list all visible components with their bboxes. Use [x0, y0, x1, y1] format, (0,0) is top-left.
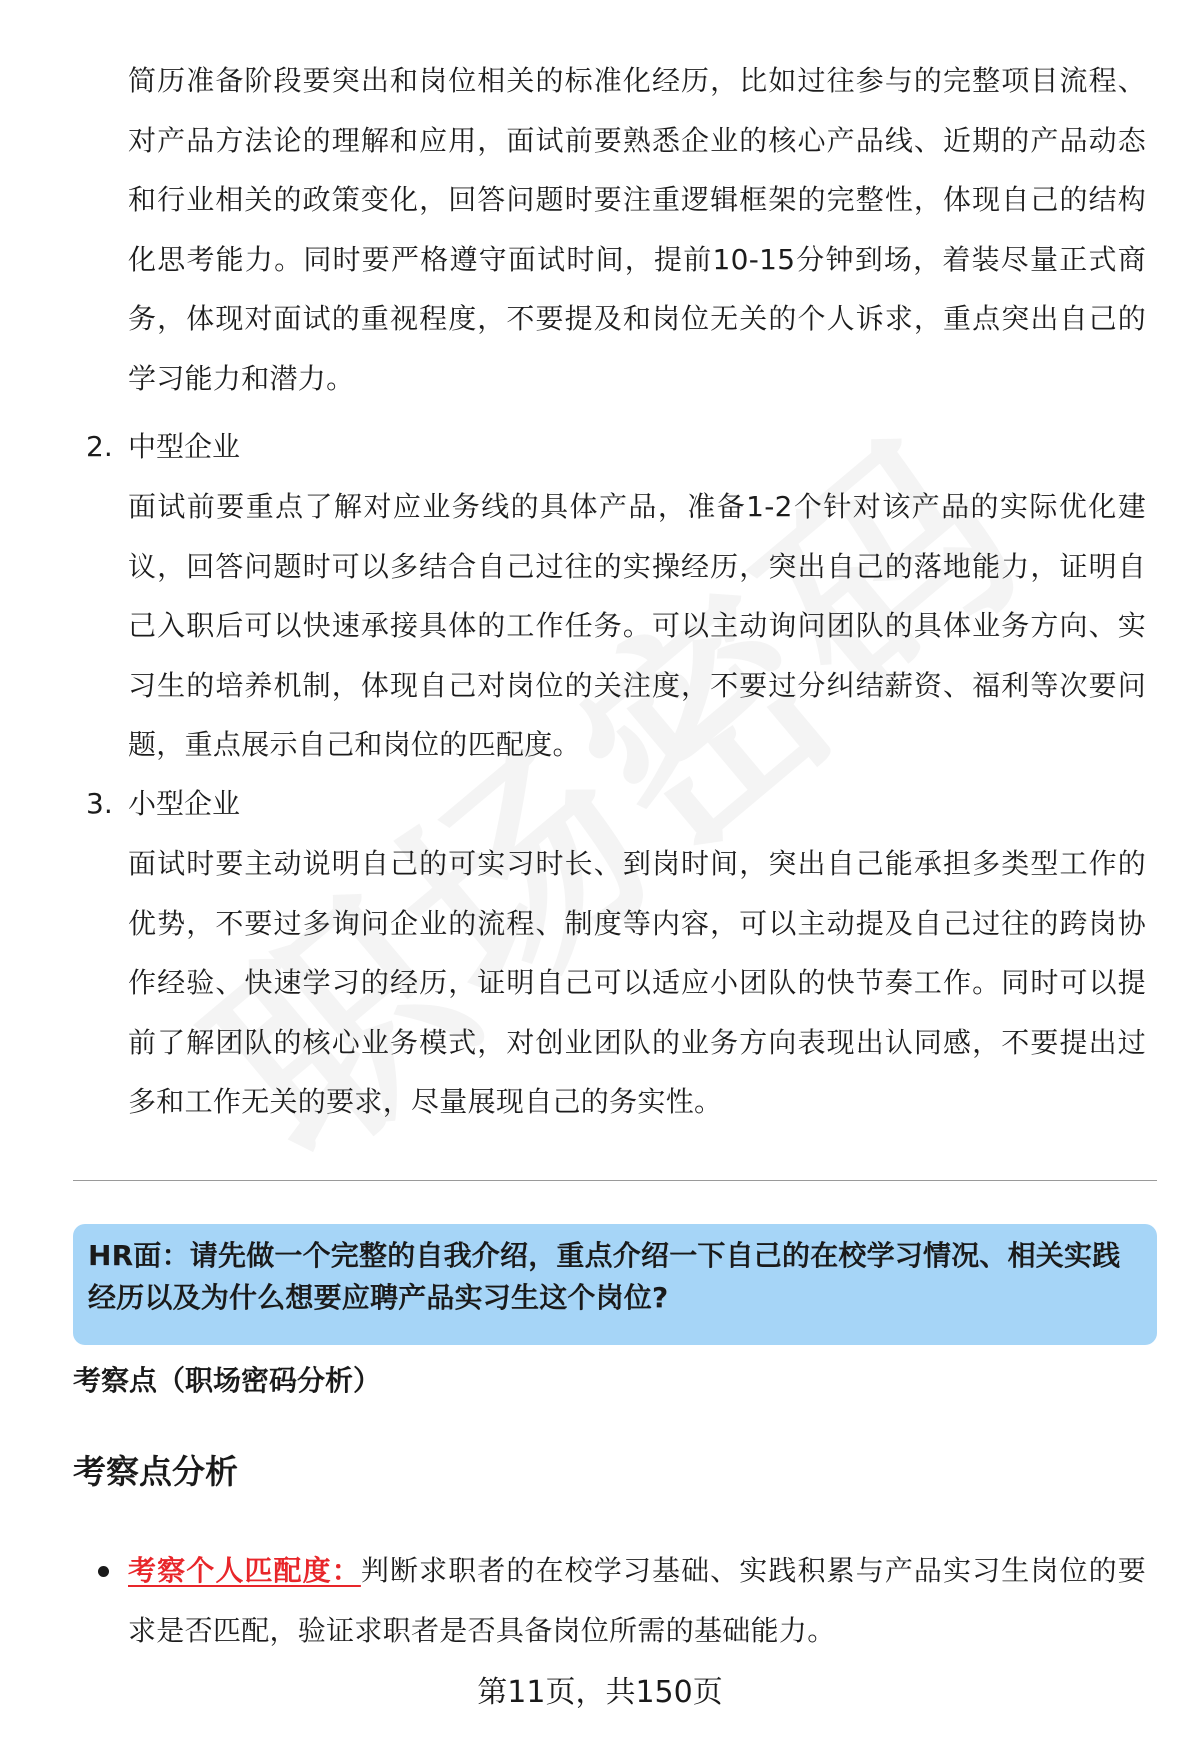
- bullet-text: 判断求职者的在校学习基础、实践积累与产品实习生岗位的要求是否匹配，验证求职者是否具备岗位所需的基础能力。: [128, 1554, 1146, 1647]
- analysis-subheading: 考察点（职场密码分析）: [73, 1364, 382, 1397]
- bullet-key: 考察个人匹配度：: [128, 1554, 361, 1587]
- list-title: 小型企业: [128, 787, 241, 820]
- question-box: [73, 1224, 1157, 1345]
- question-text: HR面：请先做一个完整的自我介绍，重点介绍一下自己的在校学习情况、相关实践经历以及为什么想要应聘产品实习生这个岗位?: [88, 1239, 1121, 1314]
- list-body-medium: 面试前要重点了解对应业务线的具体产品，准备1-2个针对该产品的实际优化建议，回答问题时可以多结合自己过往的实操经历，突出自己的落地能力，证明自己入职后可以快速承接具体的工作任务。可以主动询问团队的具体业务方向、实习生的培养机制，体现自己对岗位的关注度，不要过分纠结薪资、福利等次要问题，重点展示自己和岗位的匹配度。: [128, 490, 1146, 761]
- list-title: 中型企业: [128, 430, 241, 463]
- page-footer: 第11页，共150页: [477, 1675, 723, 1710]
- section-divider: [73, 1180, 1157, 1181]
- list-number: 2.: [86, 430, 113, 463]
- list-body-small: 面试时要主动说明自己的可实习时长、到岗时间，突出自己能承担多类型工作的优势，不要过多询问企业的流程、制度等内容，可以主动提及自己过往的跨岗协作经验、快速学习的经历，证明自己可以适应小团队的快节奏工作。同时可以提前了解团队的核心业务模式，对创业团队的业务方向表现出认同感，不要提出过多和工作无关的要求，尽量展现自己的务实性。: [128, 847, 1146, 1118]
- list-number: 3.: [86, 787, 113, 820]
- bullet-icon: [98, 1566, 109, 1577]
- bullet-item: [128, 1541, 1146, 1660]
- section-title: 考察点分析: [73, 1452, 238, 1491]
- intro-paragraph: 简历准备阶段要突出和岗位相关的标准化经历，比如过往参与的完整项目流程、对产品方法论的理解和应用，面试前要熟悉企业的核心产品线、近期的产品动态和行业相关的政策变化，回答问题时要注重逻辑框架的完整性，体现自己的结构化思考能力。同时要严格遵守面试时间，提前10-15分钟到场，着装尽量正式商务，体现对面试的重视程度，不要提及和岗位无关的个人诉求，重点突出自己的学习能力和潜力。: [128, 64, 1146, 395]
